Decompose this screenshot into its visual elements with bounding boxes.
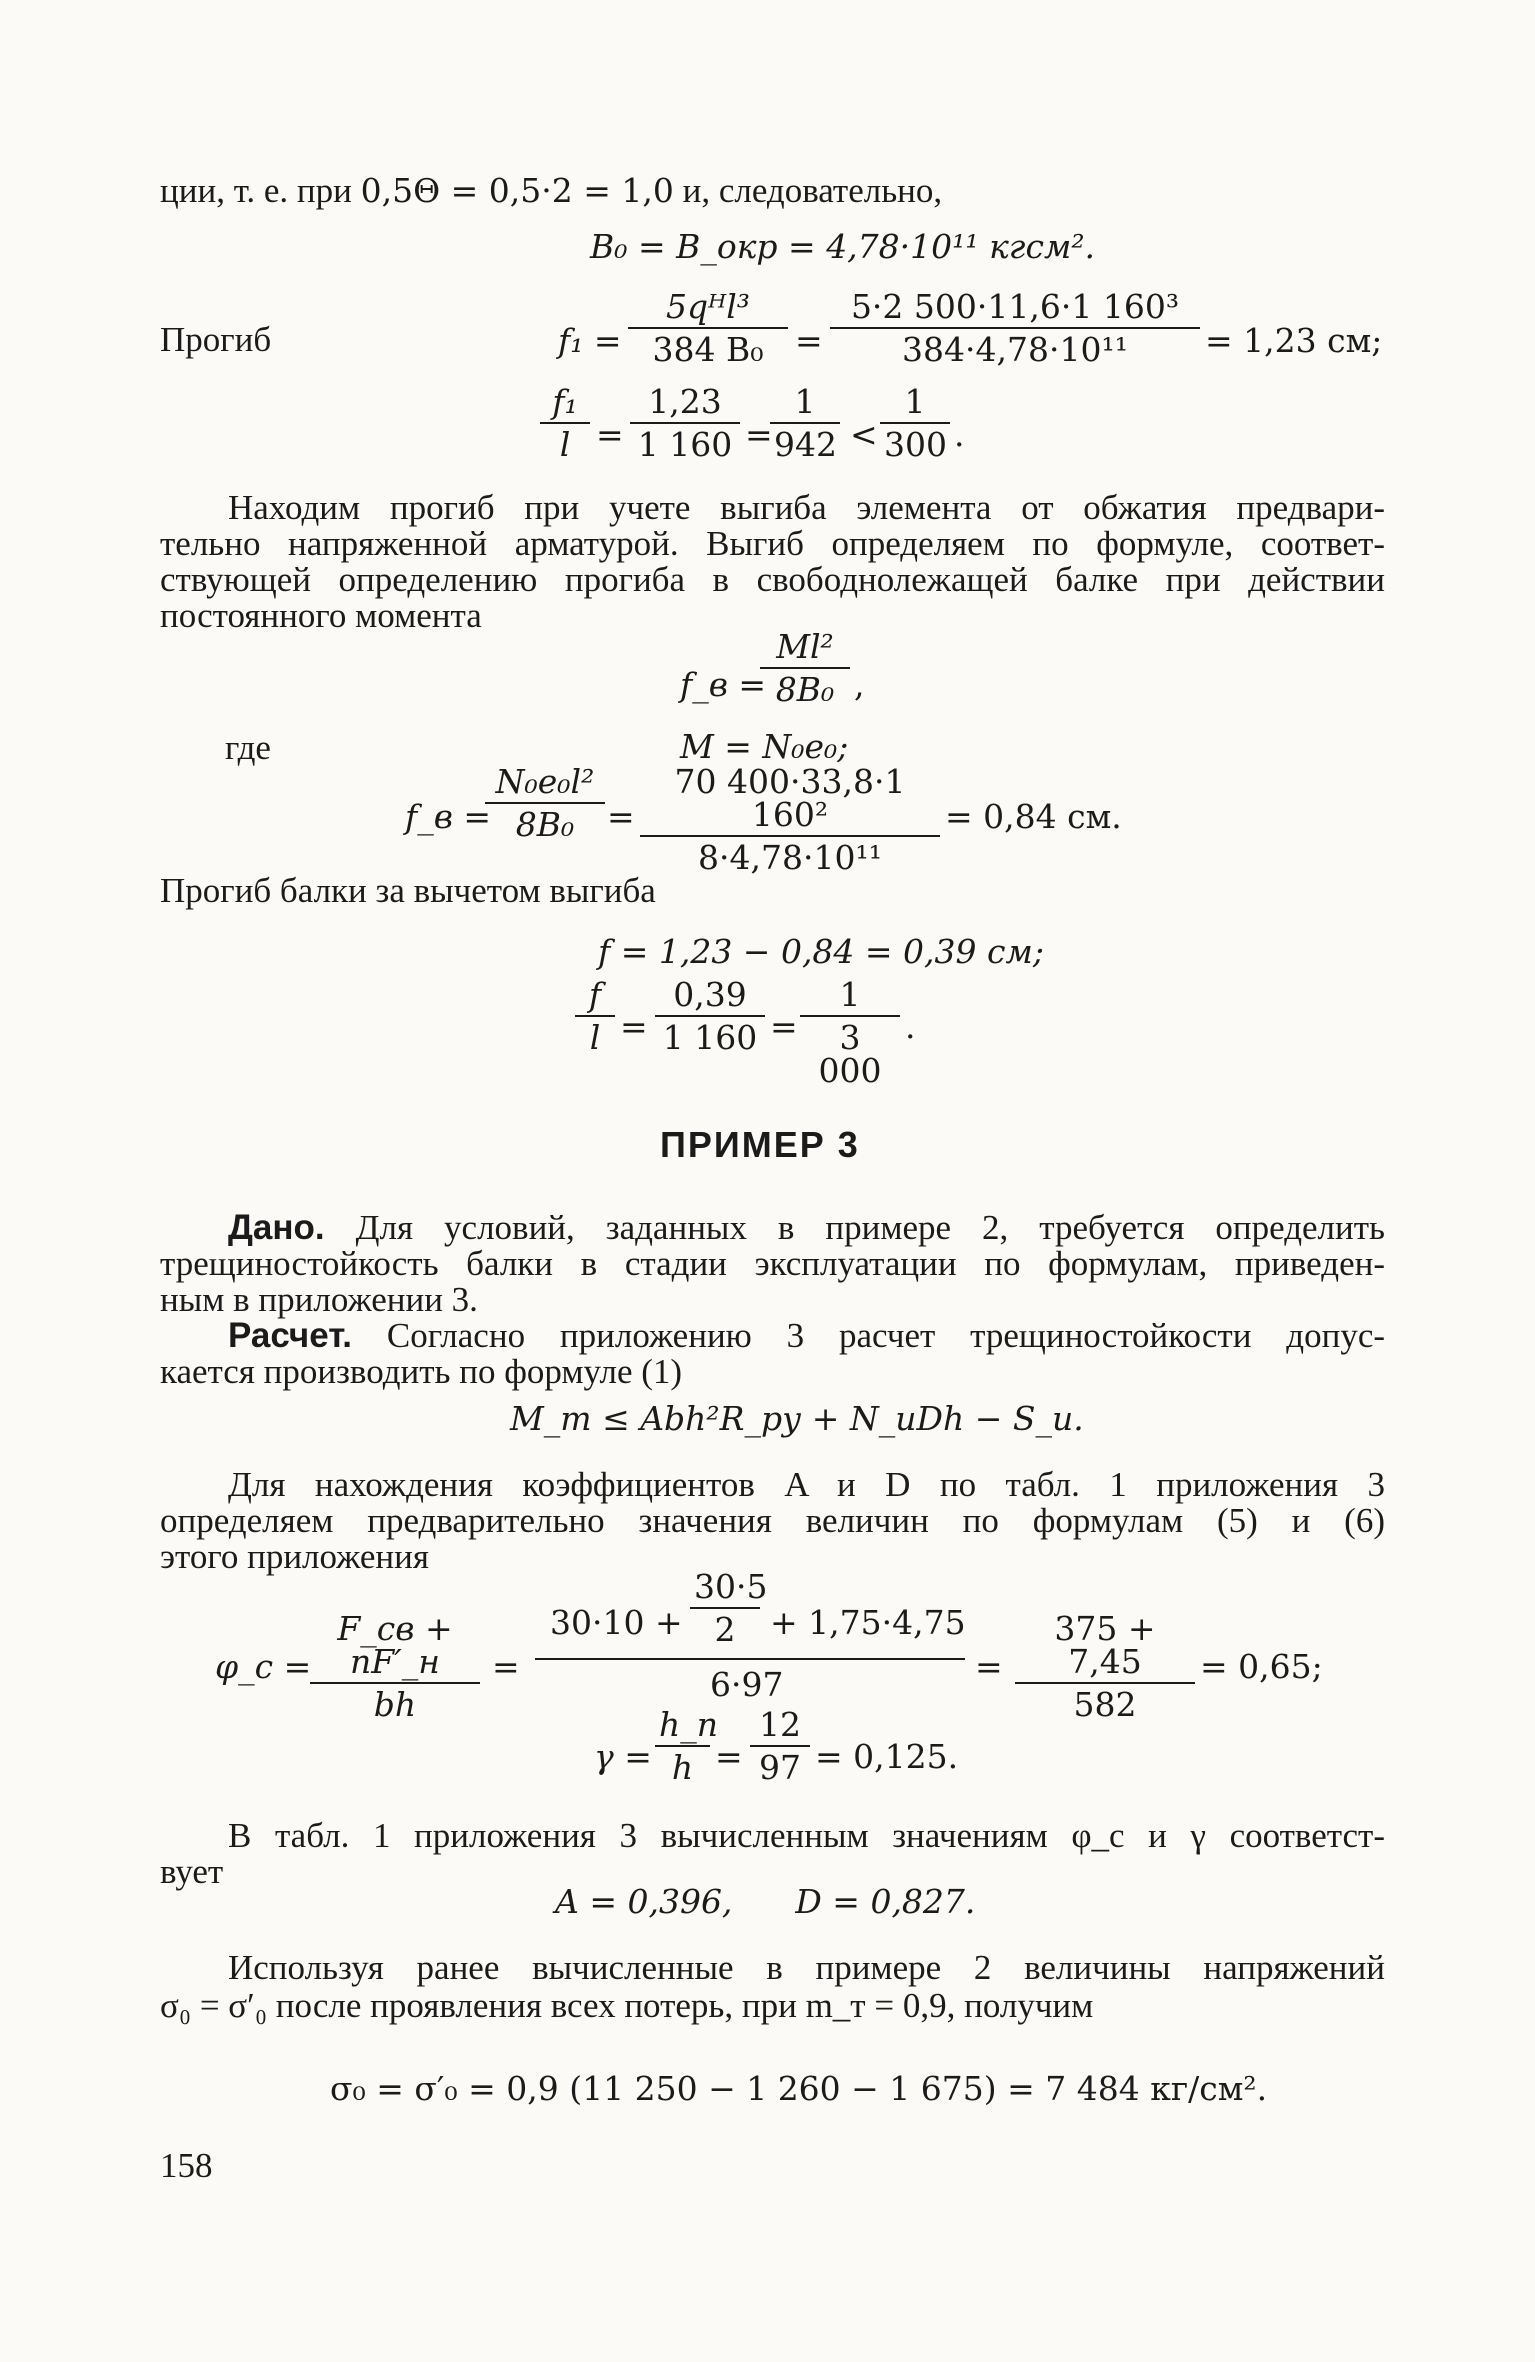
para1-line-2: тельно напряженной арматурой. Выгиб определяем по формуле, соответ- (160, 526, 1385, 563)
fl-num-2: 0,39 (673, 975, 747, 1014)
raschet-line-2: кается производить по формуле (1) (160, 1352, 683, 1391)
f1-fraction (628, 287, 788, 369)
phi-left: φ_c = (215, 1647, 312, 1686)
ratio-den-2: 1 160 (637, 425, 733, 464)
phi-fraction (310, 1609, 480, 1724)
raschet-text-1: Согласно приложению 3 расчет трещиностойкости допус- (386, 1318, 1385, 1355)
ratio-den-3: 942 (774, 425, 837, 464)
gamma-num-2: 12 (759, 1705, 801, 1744)
dano-line-1 (228, 1210, 1385, 1248)
ratio-fraction-1 (540, 382, 590, 464)
gamma-num: h_п (659, 1705, 719, 1744)
ad-formula: A = 0,396, D = 0,827. (555, 1882, 976, 1921)
fv2-num-2: 70 400·33,8·1 160² (674, 762, 906, 834)
fv2-fraction-2 (640, 762, 940, 877)
ratio-num-3: 1 (794, 382, 816, 421)
para2-line-3: этого приложения (160, 1537, 429, 1576)
ratio-den-1: l (559, 425, 571, 464)
m-formula: M = N₀e₀; (680, 727, 849, 766)
raschet-line-1 (228, 1318, 1385, 1356)
phi-inner-num: 30·5 (694, 1567, 768, 1606)
ratio-num-4: 1 (904, 382, 926, 421)
fl-fraction-3 (800, 975, 900, 1090)
gamma-den-2: 97 (759, 1748, 801, 1787)
fv2-den-2: 8·4,78·10¹¹ (698, 838, 882, 877)
fv-den: 8B₀ (775, 670, 835, 709)
gamma-result: = 0,125. (815, 1737, 959, 1776)
fv2-num: N₀e₀l² (495, 762, 595, 801)
f1-numerator: 5qᴴl³ (665, 287, 751, 326)
raschet-label: Расчет. (228, 1318, 353, 1355)
mt-formula: M_т ≤ Abh²R_ру + N_иDh − S_и. (510, 1399, 1084, 1438)
fl-den-3: 3 000 (818, 1018, 882, 1090)
phi-num2-b: + 1,75·4,75 (770, 1603, 966, 1642)
gamma-left: γ = (594, 1737, 652, 1776)
para1-line-4: постоянного момента (160, 596, 482, 635)
equals-sign: = (745, 415, 773, 454)
progib-balki: Прогиб балки за вычетом выгиба (160, 871, 656, 910)
para3-line-1: В табл. 1 приложения 3 вычисленным значениям φ_c и γ соответст- (228, 1818, 1385, 1855)
dano-text-1: Для условий, заданных в примере 2, требуется определить (355, 1210, 1385, 1247)
gamma-fraction (655, 1705, 719, 1787)
equals-sign: = (596, 415, 624, 454)
f1-fraction-2 (830, 287, 1200, 369)
line1-text: ции, т. е. при (160, 171, 352, 210)
b0-formula: B₀ = B_окр = 4,78·10¹¹ кгсм². (590, 227, 1096, 266)
ratio-fraction-3 (770, 382, 840, 464)
phi-main-fraction-bar (535, 1658, 965, 1660)
line1-formula: 0,5Θ = 0,5·2 = 1,0 (360, 171, 674, 210)
fl-den-1: l (589, 1018, 601, 1057)
equals-sign: = (620, 1007, 648, 1046)
para4-line-2: σ₀ = σ′₀ после проявления всех потерь, при m_т = 0,9, получим (160, 1986, 1094, 2025)
para3-line-2: вует (160, 1852, 224, 1891)
f-formula: f = 1,23 − 0,84 = 0,39 см; (598, 932, 1044, 971)
para1-line-3: ствующей определению прогиба в свободнолежащей балке при действии (160, 562, 1385, 599)
phi-num: F_св + nF′_н (337, 1609, 453, 1681)
fl-den-2: 1 160 (662, 1018, 758, 1057)
para2-line-1: Для нахождения коэффициентов A и D по табл. 1 приложения 3 (228, 1467, 1385, 1504)
less-than-sign: < (850, 415, 878, 454)
fv2-fraction (485, 762, 605, 844)
period: . (905, 1007, 916, 1046)
para2-line-2: определяем предварительно значения величин по формулам (5) и (6) (160, 1503, 1385, 1540)
gamma-fraction-2 (750, 1705, 810, 1787)
ratio-den-4: 300 (884, 425, 947, 464)
fv2-left: f_в = (405, 797, 492, 836)
equals-sign: = (795, 321, 823, 360)
fl-num-1: f (588, 975, 602, 1014)
fv2-result: = 0,84 см. (945, 797, 1122, 836)
f1-result: = 1,23 см; (1205, 321, 1383, 360)
para1-line-1: Находим прогиб при учете выгиба элемента от обжатия предвари- (228, 490, 1385, 527)
f1-denominator: 384 B₀ (652, 330, 764, 369)
ratio-num-2: 1,23 (648, 382, 722, 421)
phi-inner-fraction (690, 1567, 768, 1649)
sigma-formula: σ₀ = σ′₀ = 0,9 (11 250 − 1 260 − 1 675) = 7 484 кг/см². (330, 2069, 1268, 2108)
equals-sign: = (975, 1647, 1003, 1686)
equals-sign: = (770, 1007, 798, 1046)
phi-inner-den: 2 (714, 1610, 736, 1649)
page-number: 158 (160, 2146, 213, 2185)
phi-fraction-3 (1015, 1609, 1195, 1724)
progib-label: Прогиб (160, 320, 272, 359)
fv-num: Ml² (776, 627, 834, 666)
phi-num2-a: 30·10 + (550, 1603, 683, 1642)
para4-line-1: Используя ранее вычисленные в примере 2 величины напряжений (228, 1950, 1385, 1987)
section-heading: ПРИМЕР 3 (660, 1124, 860, 1165)
equals-sign: = (607, 797, 635, 836)
gamma-den: h (671, 1748, 694, 1787)
dano-label: Дано. (228, 1210, 325, 1247)
fv-fraction (760, 627, 850, 709)
period: . (954, 415, 965, 454)
text-line-1 (160, 173, 942, 208)
ratio-fraction-2 (630, 382, 740, 464)
f1-numerator-2: 5·2 500·11,6·1 160³ (850, 287, 1180, 326)
gde-label: где (225, 728, 271, 767)
equals-sign: = (492, 1647, 520, 1686)
ratio-num-1: f₁ (552, 382, 578, 421)
comma: , (854, 665, 865, 704)
line1-tail: и, следовательно, (682, 171, 943, 210)
phi-den2: 6·97 (710, 1665, 784, 1704)
phi-result: = 0,65; (1200, 1647, 1323, 1686)
dano-line-3: ным в приложении 3. (160, 1280, 478, 1319)
fl-fraction-1 (575, 975, 615, 1057)
f1-left: f₁ = (558, 321, 622, 360)
phi-den: bh (373, 1685, 417, 1724)
phi-den-3: 582 (1073, 1685, 1137, 1724)
ratio-fraction-4 (880, 382, 950, 464)
equals-sign: = (715, 1737, 743, 1776)
phi-num-3: 375 + 7,45 (1054, 1609, 1156, 1681)
dano-line-2: трещиностойкость балки в стадии эксплуатации по формулам, приведен- (160, 1246, 1385, 1283)
fv-left: f_в = (680, 665, 767, 704)
f1-denominator-2: 384·4,78·10¹¹ (902, 330, 1128, 369)
fl-num-3: 1 (839, 975, 861, 1014)
fl-fraction-2 (655, 975, 765, 1057)
fv2-den: 8B₀ (515, 805, 575, 844)
